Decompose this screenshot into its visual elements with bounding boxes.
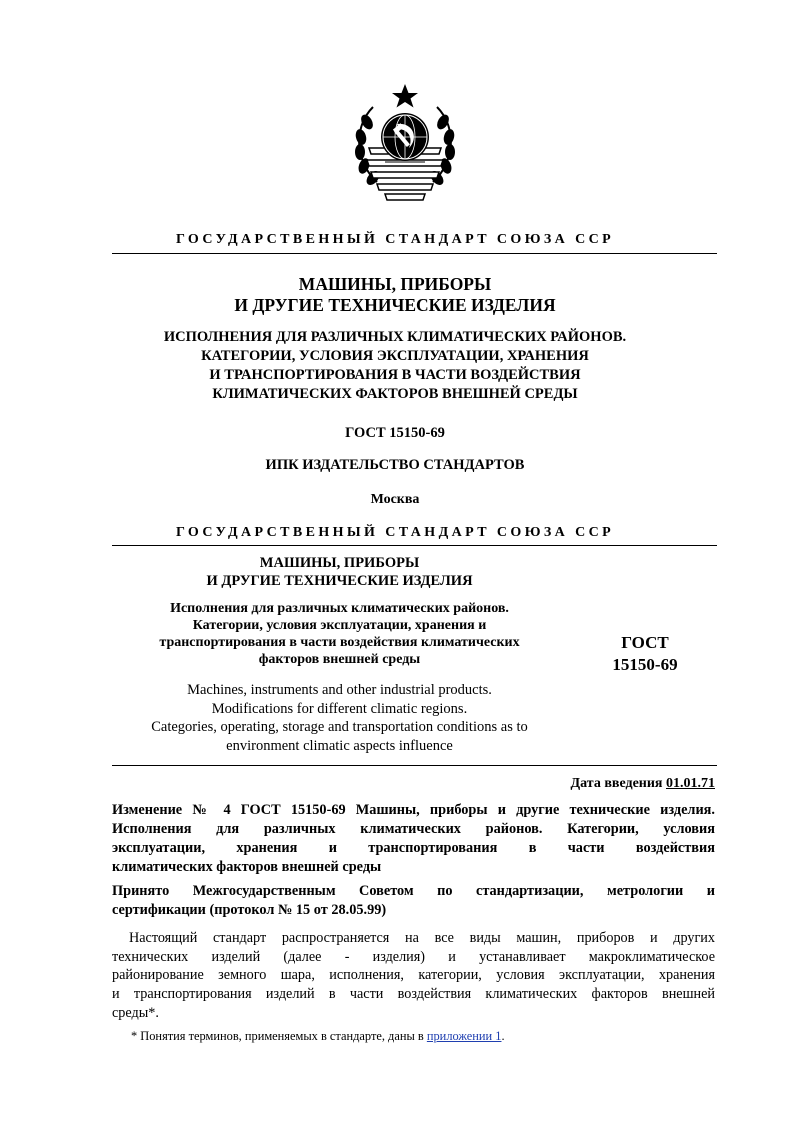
appendix-1-link[interactable]: приложении 1: [426, 1029, 502, 1043]
cover-standard-header: ГОСУДАРСТВЕННЫЙ СТАНДАРТ СОЮЗА ССР: [175, 232, 615, 247]
header-title: МАШИНЫ, ПРИБОРЫ И ДРУГИЕ ТЕХНИЧЕСКИЕ ИЗДЕЛИЯ: [206, 555, 473, 589]
intro-date-value: 01.01.71: [666, 776, 715, 791]
adopted-text: Принято Межгосударственным Советом по стандартизации, метрологии и сертификации (протокол № 15 от 28.05.99): [112, 883, 715, 918]
header-subtitle: Исполнения для различных климатических районов. Категории, условия эксплуатации, хранения и транспортирования в части воздействия климатических факторов внешней среды: [159, 601, 520, 667]
scope-paragraph: Настоящий стандарт распространяется на все виды машин, приборов и других технических изделий (далее - изделия) и устанавливает макроклиматическое районирование земного шара, исполнения, категории, условия эксплуатации, хранения и транспортирования изделий в части воздействия климатических факторов внешней среды*.: [112, 930, 715, 1021]
header-rule-bottom: [112, 765, 717, 766]
header-rule-top: [112, 545, 717, 546]
cover-subtitle: ИСПОЛНЕНИЯ ДЛЯ РАЗЛИЧНЫХ КЛИМАТИЧЕСКИХ РАЙОНОВ. КАТЕГОРИИ, УСЛОВИЯ ЭКСПЛУАТАЦИИ, ХРАНЕНИЯ И ТРАНСПОРТИРОВАНИЯ В ЧАСТИ ВОЗДЕЙСТВИЯ КЛИМАТИЧЕСКИХ ФАКТОРОВ ВНЕШНЕЙ СРЕДЫ: [163, 329, 627, 402]
header-english-title: Machines, instruments and other industrial products. Modifications for different climatic regions. Categories, operating, storage and transportation conditions as to environment climatic aspects influence: [151, 682, 528, 754]
cover-gost-number: ГОСТ 15150-69: [345, 425, 445, 441]
ussr-state-emblem-icon: [345, 82, 465, 212]
cover-city: Москва: [370, 492, 420, 507]
cover-rule: [112, 253, 717, 254]
cover-title: МАШИНЫ, ПРИБОРЫ И ДРУГИЕ ТЕХНИЧЕСКИЕ ИЗДЕЛИЯ: [234, 274, 556, 315]
footnote: * Понятия терминов, применяемых в стандарте, даны в приложении 1.: [131, 1029, 505, 1043]
amendment-text: Изменение № 4 ГОСТ 15150-69 Машины, приборы и другие технические изделия. Исполнения для различных климатических районов. Категории, условия эксплуатации, хранения и транспортирования в части воздействия климатических факторов внешней среды: [112, 802, 715, 875]
header-gost-code: ГОСТ 15150-69: [612, 633, 678, 674]
header-standard-header: ГОСУДАРСТВЕННЫЙ СТАНДАРТ СОЮЗА ССР: [175, 525, 615, 540]
cover-publisher: ИПК ИЗДАТЕЛЬСТВО СТАНДАРТОВ: [265, 457, 525, 473]
intro-date: Дата введения 01.01.71: [570, 776, 715, 791]
